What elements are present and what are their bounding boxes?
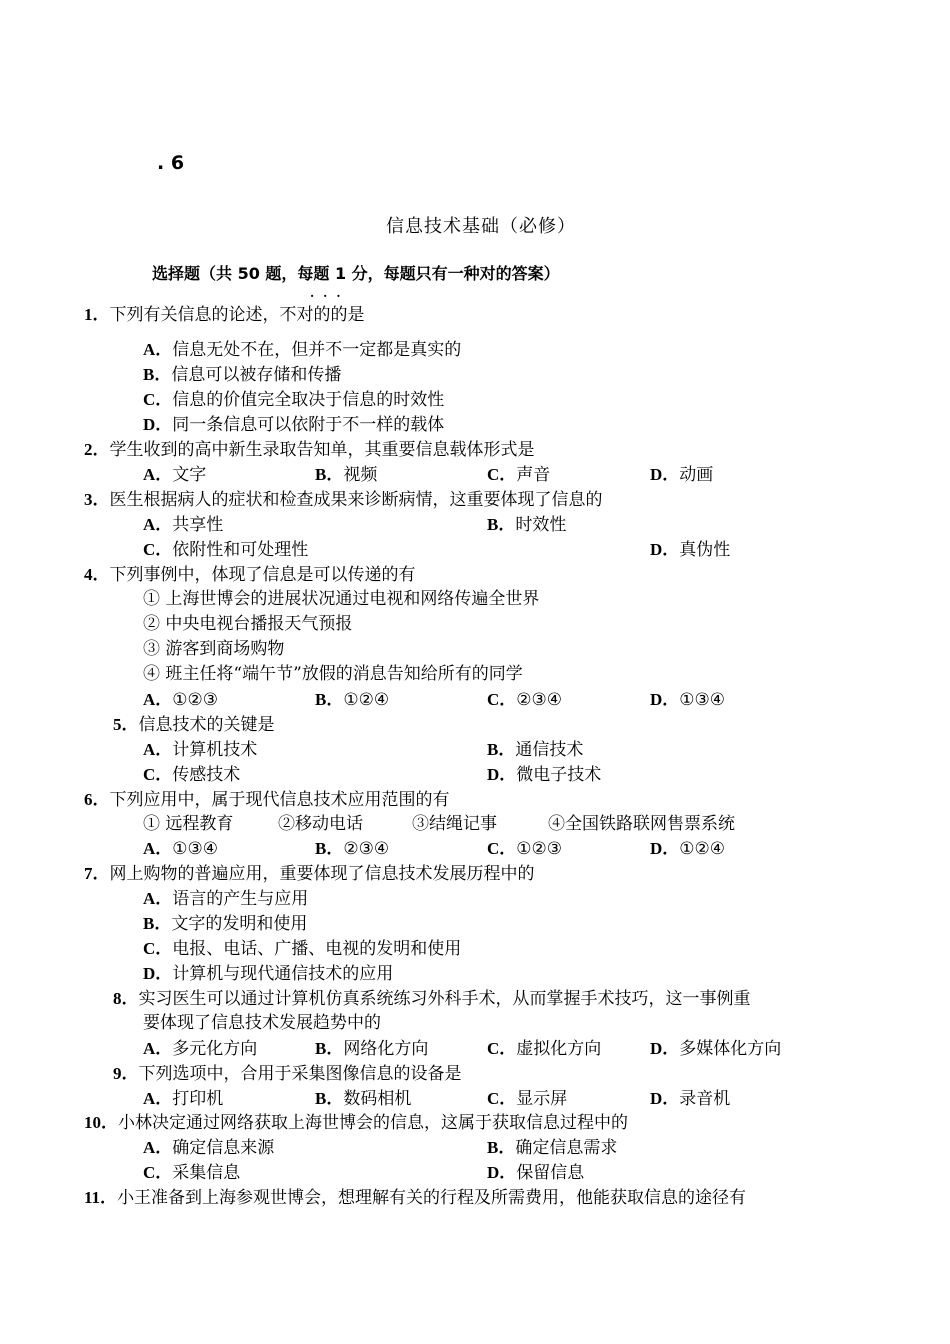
statement: ① 上海世博会的进展状况通过电视和网络传遍全世界 xyxy=(143,589,540,609)
option: C．传感技术 xyxy=(143,765,241,785)
option: A．确定信息来源 xyxy=(143,1138,275,1158)
option: B．确定信息需求 xyxy=(487,1138,618,1158)
question-7: 7．网上购物的普遍应用，重要体现了信息技术发展历程中的 xyxy=(84,864,535,884)
question-1: 1．下列有关信息的论述，不对的的是 xyxy=(84,305,365,325)
option: B．②③④ xyxy=(315,839,390,859)
question-5: 5．信息技术的关键是 xyxy=(113,715,275,735)
page-number: . 6 xyxy=(157,152,185,174)
option: A．多元化方向 xyxy=(143,1039,258,1059)
question-9: 9．下列选项中，合用于采集图像信息的设备是 xyxy=(113,1064,462,1084)
statement: ④ 班主任将“端午节”放假的消息告知给所有的同学 xyxy=(143,664,523,684)
option: D．微电子技术 xyxy=(487,765,602,785)
option: B．通信技术 xyxy=(487,740,584,760)
option: A．①③④ xyxy=(143,839,219,859)
option: C．②③④ xyxy=(487,690,563,710)
option: D．录音机 xyxy=(650,1089,731,1109)
option: D．动画 xyxy=(650,465,714,485)
question-11: 11．小王准备到上海参观世博会，想理解有关的行程及所需费用，他能获取信息的途径有 xyxy=(84,1188,747,1208)
option: C．声音 xyxy=(487,465,551,485)
option: B．①②④ xyxy=(315,690,390,710)
statement: ② 中央电视台播报天气预报 xyxy=(143,614,353,634)
option: D．计算机与现代通信技术的应用 xyxy=(143,964,394,984)
section-instruction: 选择题（共 50 题，每题 1 分，每题只有一种对的答案） xyxy=(152,264,560,283)
option: A．①②③ xyxy=(143,690,219,710)
statement: ②移动电话 xyxy=(278,814,363,834)
question-3: 3．医生根据病人的症状和检查成果来诊断病情，这重要体现了信息的 xyxy=(84,490,603,510)
option: C．显示屏 xyxy=(487,1089,568,1109)
option: C．依附性和可处理性 xyxy=(143,540,309,560)
question-6: 6．下列应用中，属于现代信息技术应用范围的有 xyxy=(84,790,450,810)
statement: ④全国铁路联网售票系统 xyxy=(548,814,735,834)
option: B．数码相机 xyxy=(315,1089,412,1109)
option: C．①②③ xyxy=(487,839,563,859)
option: A．语言的产生与应用 xyxy=(143,889,309,909)
question-2: 2．学生收到的高中新生录取告知单，其重要信息载体形式是 xyxy=(84,440,535,460)
question-10: 10．小林决定通过网络获取上海世博会的信息，这属于获取信息过程中的 xyxy=(84,1113,628,1133)
option: D．同一条信息可以依附于不一样的载体 xyxy=(143,415,445,435)
option: B．网络化方向 xyxy=(315,1039,429,1059)
option: C．虚拟化方向 xyxy=(487,1039,602,1059)
question-8: 8．实习医生可以通过计算机仿真系统练习外科手术，从而掌握手术技巧，这一事例重 xyxy=(113,989,751,1009)
option: C．信息的价值完全取决于信息的时效性 xyxy=(143,390,445,410)
option: D．①③④ xyxy=(650,690,726,710)
question-4: 4．下列事例中，体现了信息是可以传递的有 xyxy=(84,565,416,585)
option: A．计算机技术 xyxy=(143,740,258,760)
emphasis-dots: ··· xyxy=(310,289,350,303)
statement: ③结绳记事 xyxy=(412,814,497,834)
option: B．文字的发明和使用 xyxy=(143,914,308,934)
document-title: 信息技术基础（必修） xyxy=(386,216,576,237)
question-8-continued: 要体现了信息技术发展趋势中的 xyxy=(143,1013,381,1033)
option: B．时效性 xyxy=(487,515,567,535)
option: A．文字 xyxy=(143,465,207,485)
statement: ① 远程教育 xyxy=(143,814,234,834)
option: C．电报、电话、广播、电视的发明和使用 xyxy=(143,939,462,959)
option: B．信息可以被存储和传播 xyxy=(143,365,342,385)
option: A．共享性 xyxy=(143,515,224,535)
option: D．真伪性 xyxy=(650,540,731,560)
statement: ③ 游客到商场购物 xyxy=(143,639,285,659)
option: A．信息无处不在，但并不一定都是真实的 xyxy=(143,340,462,360)
option: D．多媒体化方向 xyxy=(650,1039,782,1059)
option: D．①②④ xyxy=(650,839,726,859)
option: B．视频 xyxy=(315,465,378,485)
option: D．保留信息 xyxy=(487,1163,585,1183)
option: C．采集信息 xyxy=(143,1163,241,1183)
option: A．打印机 xyxy=(143,1089,224,1109)
